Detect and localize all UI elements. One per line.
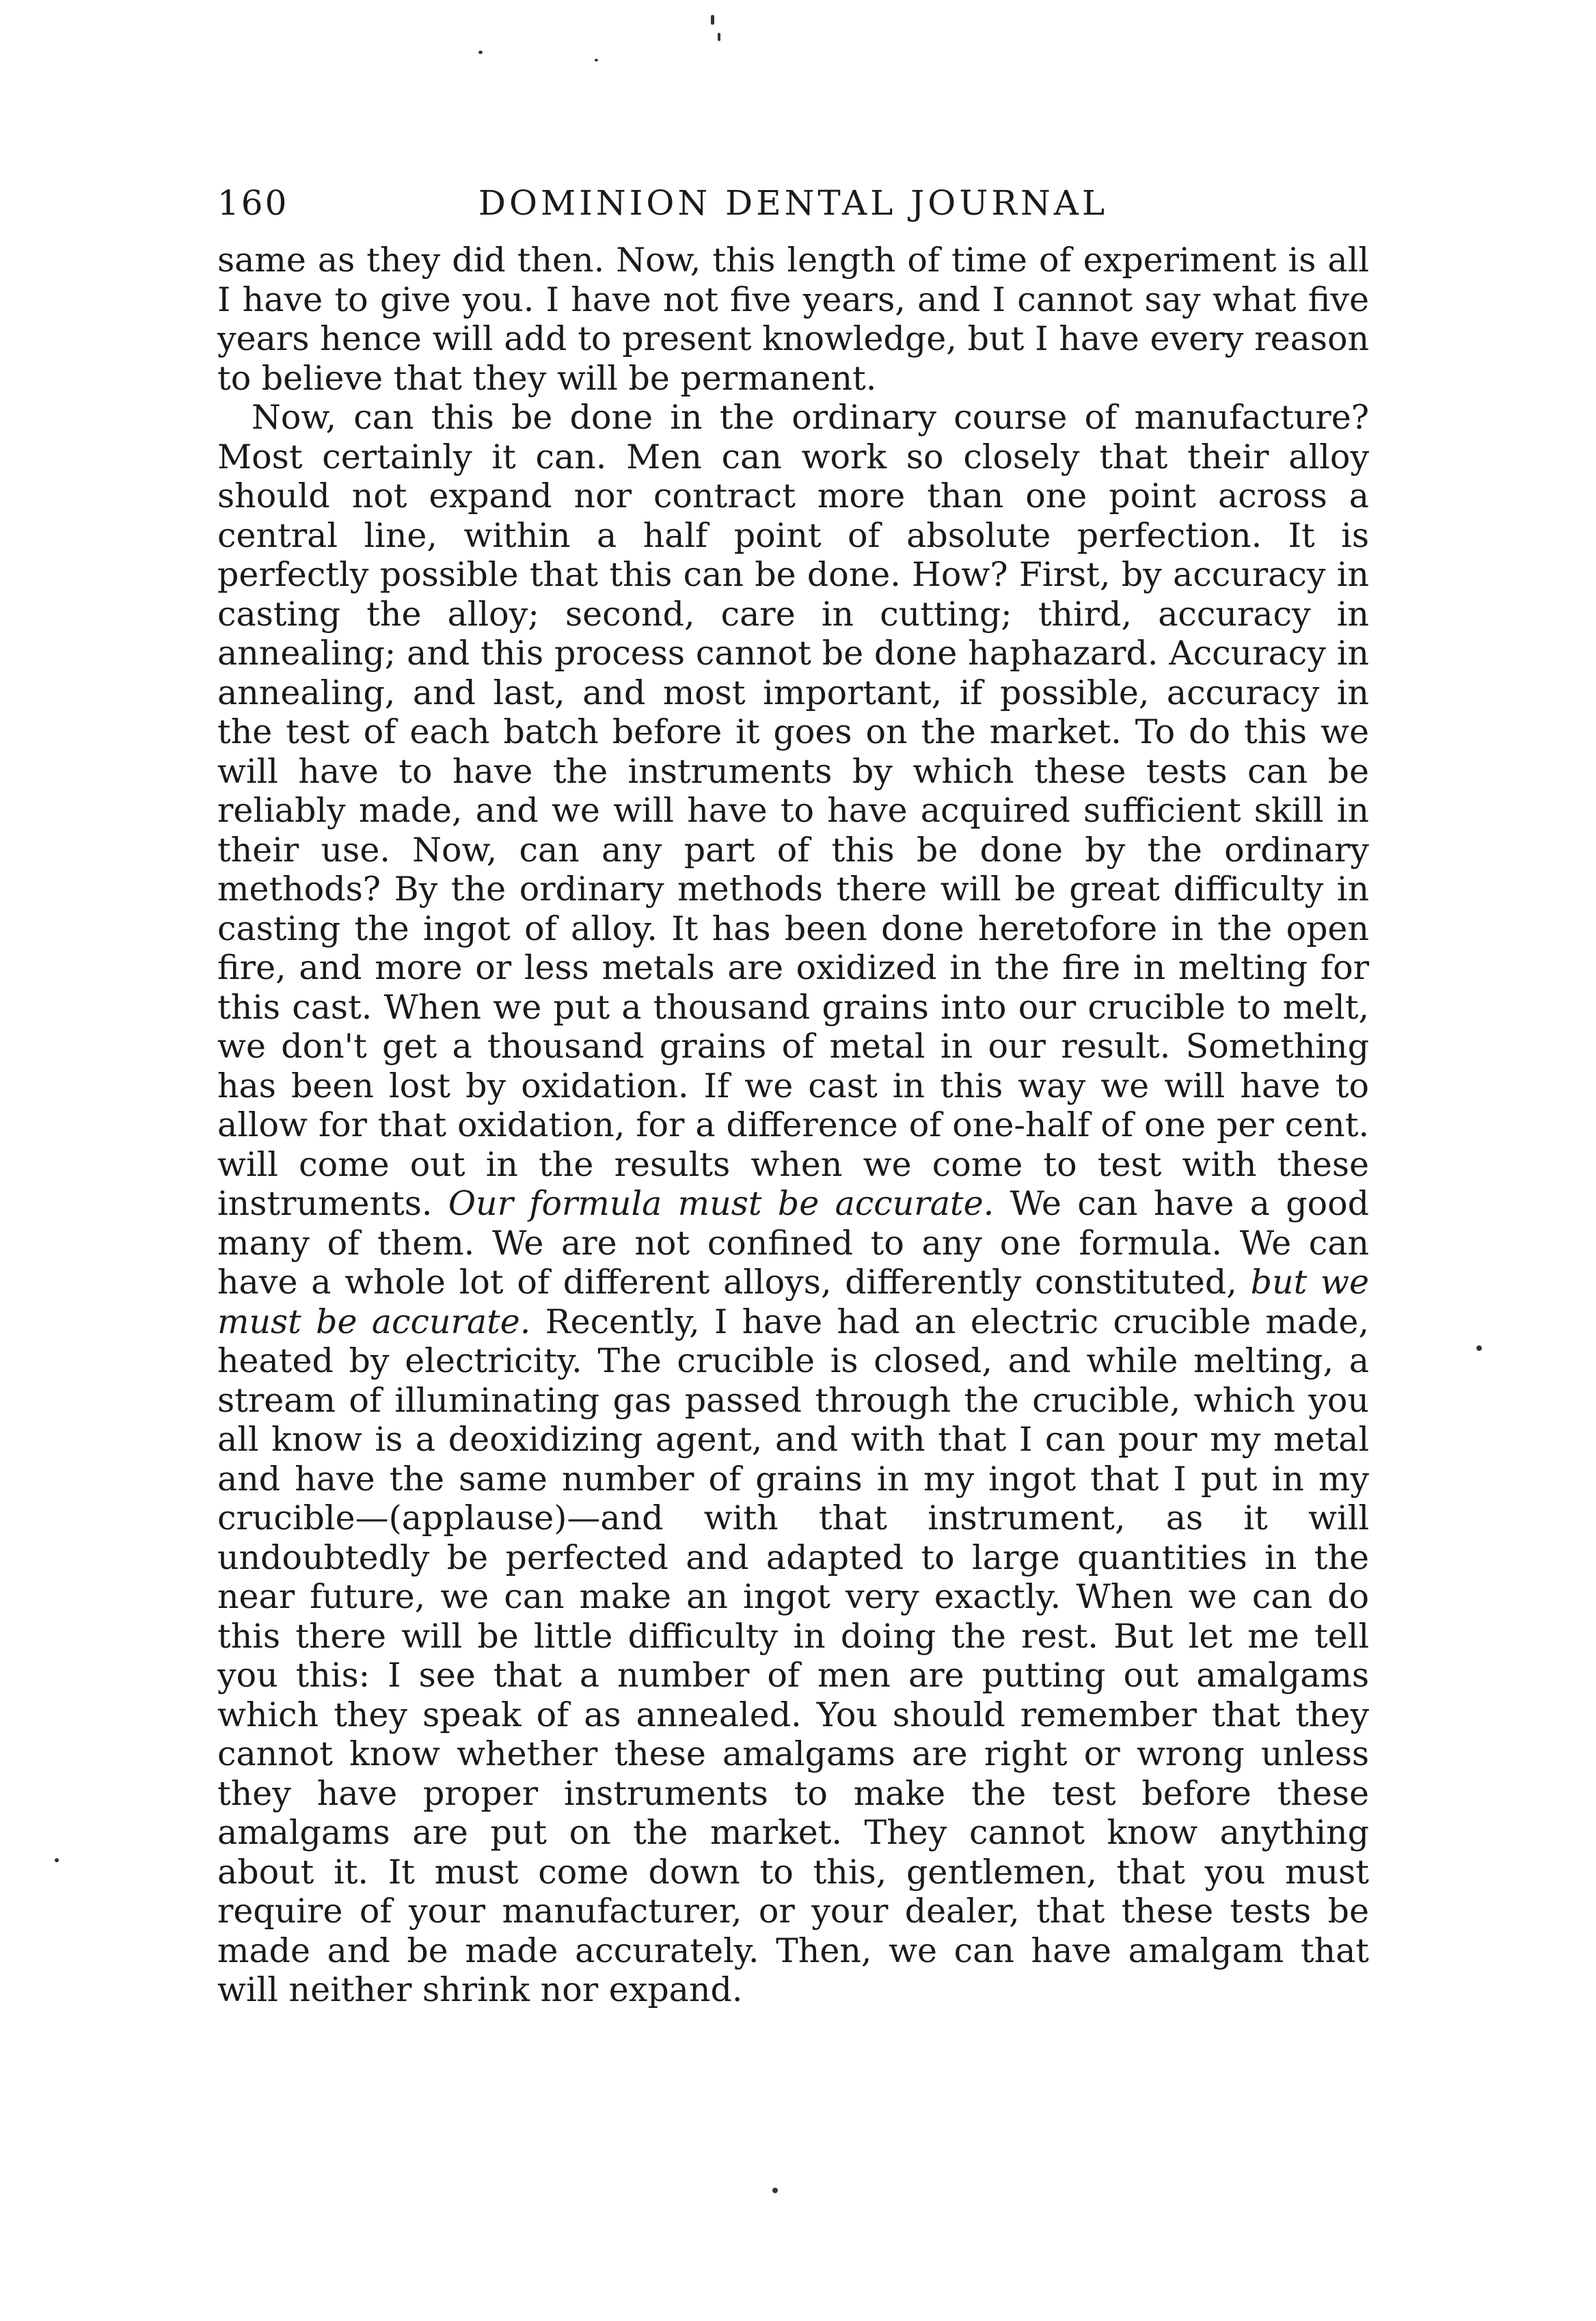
- paragraph: [217, 398, 1369, 2010]
- article-body: [217, 241, 1369, 2010]
- print-speck: [478, 51, 483, 54]
- italic-emphasis: Our formula must be accurate.: [448, 1184, 995, 1223]
- italic-emphasis: but we must be accurate.: [217, 1263, 1369, 1341]
- paragraph-text: Now, can this be done in the ordinary course of manufacture? Most certainly it can. Men can work so closely that their alloy should not expand nor contract more than one point across a central line, within a half point of absolute perfection. It is perfectly possible that this can be done. How? First, by accuracy in casting the alloy; second, care in cutting; third, accuracy in annealing; and this process cannot be done haphazard. Accuracy in annealing, and last, and most important, if possible, accuracy in the test of each batch before it goes on the market. To do this we will have to have the instruments by which these tests can be reliably made, and we will have to have acquired sufficient skill in their use. Now, can any part of this be done by the ordinary methods? By the ordinary methods there will be great difficulty in casting the ingot of alloy. It has been done heretofore in the open fire, and more or less metals are oxidized in the fire in melting for this cast. When we put a thousand grains into our crucible to melt, we don't get a thousand grains of metal in our result. Something has been lost by oxidation. If we cast in this way we will have to allow for that oxidation, for a difference of one-half of one per cent. will come out in the results when we come to test with these instruments.: [217, 398, 1369, 1223]
- running-head: DOMINION DENTAL JOURNAL: [478, 183, 1109, 223]
- print-speck: [1476, 1345, 1482, 1351]
- paragraph-text: same as they did then. Now, this length of time of experiment is all I have to give you. I have not five years, and I cannot say what five years hence will add to present knowledge, but I have every reason to believe that they will be permanent.: [217, 241, 1369, 398]
- page-header: [217, 183, 1369, 238]
- print-speck: [772, 2188, 778, 2193]
- paragraph-text: We can have a good many of them. We are not confined to any one formula. We can have a whole lot of different alloys, differently constituted,: [217, 1184, 1369, 1302]
- paragraph-text: Recently, I have had an electric crucible made, heated by electricity. The crucible is closed, and while melting, a stream of illuminating gas passed through the crucible, which you all know is a deoxidizing agent, and with that I can pour my metal and have the same number of grains in my ingot that I put in my crucible—(applause)—and with that instrument, as it will undoubtedly be perfected and adapted to large quantities in the near future, we can make an ingot very exactly. When we can do this there will be little difficulty in doing the rest. But let me tell you this: I see that a number of men are putting out amalgams which they speak of as annealed. You should remember that they cannot know whether these amalgams are right or wrong unless they have proper instruments to make the test before these amalgams are put on the market. They cannot know anything about it. It must come down to this, gentlemen, that you must require of your manufacturer, or your dealer, that these tests be made and be made accurately. Then, we can have amalgam that will neither shrink nor expand.: [217, 1302, 1369, 2009]
- print-speck: [55, 1858, 59, 1862]
- print-speck: [711, 15, 714, 25]
- page-number: 160: [217, 183, 289, 223]
- print-speck: [595, 59, 598, 62]
- paragraph: [217, 241, 1369, 398]
- print-speck: [718, 33, 720, 41]
